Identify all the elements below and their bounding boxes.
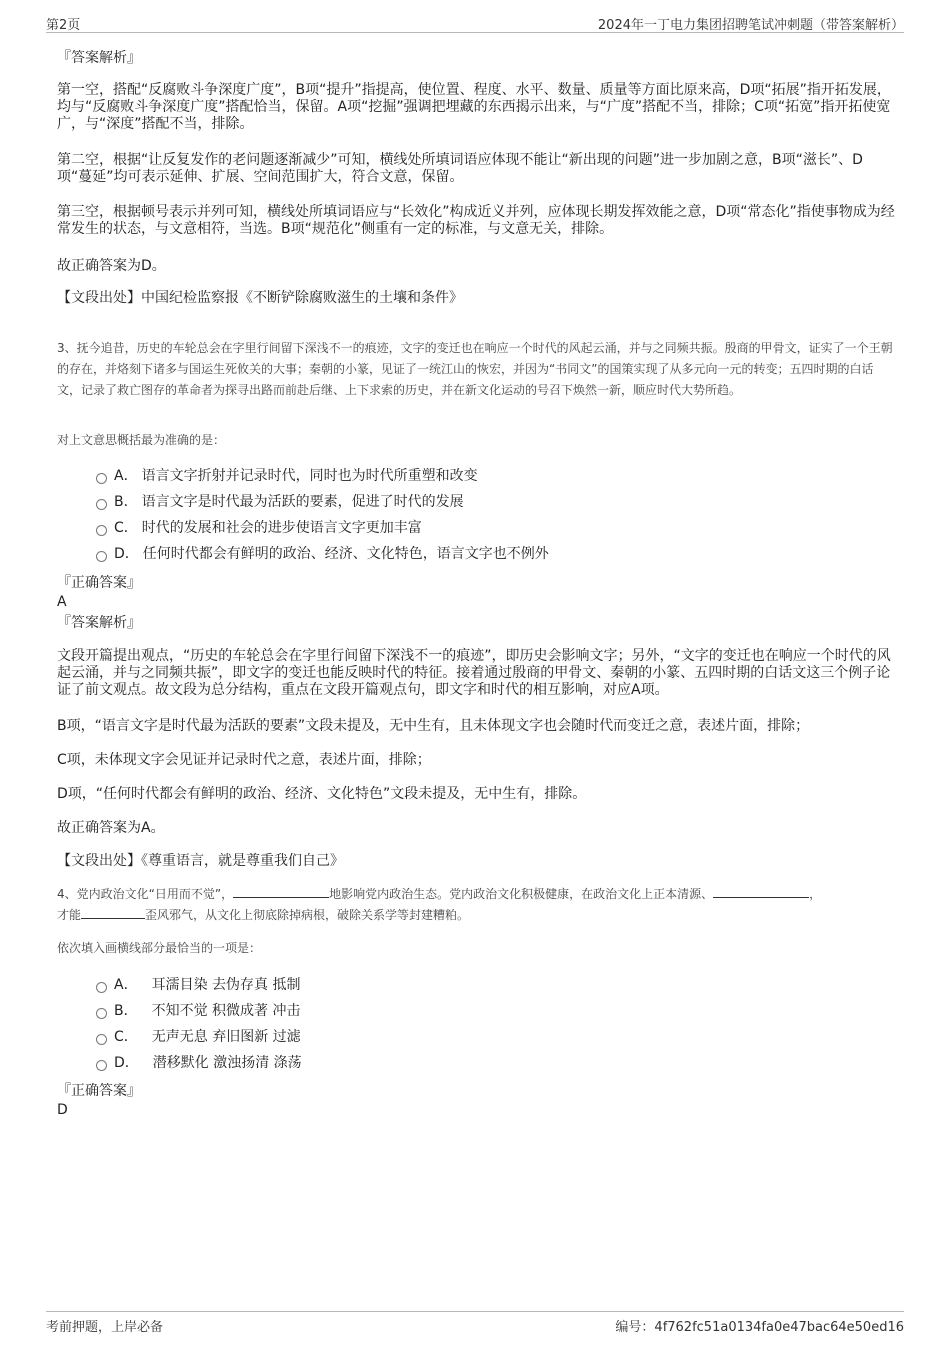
- option-key: C．: [114, 1029, 138, 1045]
- q2-source: 【文段出处】中国纪检监察报《不断铲除腐败滋生的土壤和条件》: [57, 290, 463, 306]
- q4-question: 依次填入画横线部分最恰当的一项是：: [57, 941, 262, 955]
- radio-icon[interactable]: [96, 499, 107, 510]
- option-key: C．: [114, 520, 138, 536]
- q4-option-d[interactable]: [96, 1055, 302, 1072]
- q2-conclusion: 故正确答案为D。: [57, 258, 166, 274]
- option-key: B．: [114, 1003, 138, 1019]
- q3-analysis-paragraph: B项，“语言文字是时代最为活跃的要素”文段未提及，无中生有，且未体现文字也会随时代而变迁之意，表述片面，排除；: [57, 718, 810, 734]
- radio-icon[interactable]: [96, 473, 107, 484]
- fill-blank: [233, 885, 329, 898]
- q3-analysis-paragraph: 文段开篇提出观点，“历史的车轮总会在字里行间留下深浅不一的痕迹”，即历史会影响文字；另外，“文字的变迁也在响应一个时代的风起云涌，并与之同频共振”，即文字的变迁也能反映时代的特征。接着通过殷商的甲骨文、秦朝的小篆、五四时期的白话文这三个例子论证了前文观点。故文段为总分结构，重点在文段开篇观点句，即文字和时代的相互影响，对应A项。: [57, 648, 891, 698]
- option-text: 时代的发展和社会的进步使语言文字更加丰富: [141, 520, 422, 536]
- option-text: 潜移默化 激浊扬清 涤荡: [152, 1055, 302, 1071]
- page-footer: [46, 1311, 904, 1335]
- q2-analysis-label: 『答案解析』: [57, 50, 141, 66]
- fill-blank: [81, 906, 145, 919]
- page-header: [46, 14, 904, 33]
- q3-option-b[interactable]: [96, 494, 464, 511]
- q4-stem-part: 歪风邪气，从文化上彻底除掉病根，破除关系学等封建糟粕。: [145, 908, 470, 922]
- radio-icon[interactable]: [96, 551, 107, 562]
- q4-stem-part: 4、党内政治文化“日用而不觉”，: [57, 887, 234, 901]
- q2-analysis-paragraph: 第一空，搭配“反腐败斗争深度广度”，B项“提升”指提高，使位置、程度、水平、数量、质量等方面比原来高，D项“拓展”指开拓发展，均与“反腐败斗争深度广度”搭配恰当，保留。A项“挖掘”强调把埋藏的东西揭示出来，与“广度”搭配不当，排除；C项“拓宽”指开拓使宽广，与“深度”搭配不当，排除。: [57, 82, 891, 132]
- q2-analysis-paragraph: 第三空，根据顿号表示并列可知，横线处所填词语应与“长效化”构成近义并列，应体现长期发挥效能之意，D项“常态化”指使事物成为经常发生的状态，与文意相符，当选。B项“规范化”侧重有一定的标准，与文意无关，排除。: [57, 204, 895, 237]
- q4-stem: [57, 884, 897, 926]
- option-key: D．: [114, 546, 139, 562]
- document-id: 编号：4f762fc51a0134fa0e47bac64e50ed16: [615, 1320, 904, 1335]
- q3-stem: 3、抚今追昔，历史的车轮总会在字里行间留下深浅不一的痕迹，文字的变迁也在响应一个时代的风起云涌，并与之同频共振。殷商的甲骨文，证实了一个王朝的存在，并烙刻下诸多与国运生死攸关的大事；秦朝的小篆，见证了一统江山的恢宏，并因为“书同文”的国策实现了从多元向一元的转变；五四时期的白话文，记录了救亡图存的革命者为探寻出路而前赴后继、上下求索的历史，并在新文化运动的号召下焕然一新，顺应时代大势所趋。: [57, 341, 893, 397]
- q4-option-b[interactable]: [96, 1003, 301, 1020]
- q4-option-c[interactable]: [96, 1029, 301, 1046]
- option-text: 语言文字折射并记录时代，同时也为时代所重塑和改变: [141, 468, 478, 484]
- q3-option-d[interactable]: [96, 546, 549, 563]
- q3-source: 【文段出处】《尊重语言，就是尊重我们自己》: [57, 853, 344, 869]
- q3-analysis-paragraph: C项，未体现文字会见证并记录时代之意，表述片面，排除；: [57, 752, 431, 768]
- q4-answer-label: 『正确答案』: [57, 1083, 141, 1099]
- option-key: A．: [114, 468, 138, 484]
- q3-answer-label: 『正确答案』: [57, 575, 141, 591]
- radio-icon[interactable]: [96, 1034, 107, 1045]
- q4-stem-part: 才能: [57, 908, 82, 922]
- q3-question: 对上文意思概括最为准确的是：: [57, 433, 226, 447]
- q4-stem-part: 地影响党内政治生态。党内政治文化积极健康，在政治文化上正本清源、: [329, 887, 714, 901]
- q4-option-a[interactable]: [96, 977, 300, 994]
- q2-analysis-paragraph: 第二空，根据“让反复发作的老问题逐渐减少”可知，横线处所填词语应体现不能让“新出现的问题”进一步加剧之意，B项“滋长”、D项“蔓延”均可表示延伸、扩展、空间范围扩大，符合文意，保留。: [57, 152, 863, 185]
- fill-blank: [713, 885, 809, 898]
- radio-icon[interactable]: [96, 525, 107, 536]
- q3-analysis-label: 『答案解析』: [57, 615, 141, 631]
- q3-option-a[interactable]: [96, 468, 478, 485]
- q4-answer: D: [57, 1102, 68, 1118]
- radio-icon[interactable]: [96, 982, 107, 993]
- page-number: 第2页: [46, 18, 81, 33]
- q3-conclusion: 故正确答案为A。: [57, 820, 165, 836]
- q3-answer: A: [57, 594, 67, 610]
- option-text: 任何时代都会有鲜明的政治、经济、文化特色，语言文字也不例外: [142, 546, 549, 562]
- radio-icon[interactable]: [96, 1060, 107, 1071]
- option-key: B．: [114, 494, 138, 510]
- q3-analysis-paragraph: D项，“任何时代都会有鲜明的政治、经济、文化特色”文段未提及，无中生有，排除。: [57, 786, 587, 802]
- radio-icon[interactable]: [96, 1008, 107, 1019]
- footer-slogan: 考前押题，上岸必备: [46, 1320, 164, 1335]
- option-key: A．: [114, 977, 138, 993]
- option-text: 不知不觉 积微成著 冲击: [151, 1003, 301, 1019]
- option-text: 无声无息 弃旧图新 过滤: [151, 1029, 301, 1045]
- q4-stem-part: ，: [809, 887, 822, 901]
- option-text: 耳濡目染 去伪存真 抵制: [151, 977, 301, 993]
- option-key: D．: [114, 1055, 139, 1071]
- document-title: 2024年一丁电力集团招聘笔试冲刺题（带答案解析）: [597, 18, 904, 33]
- option-text: 语言文字是时代最为活跃的要素，促进了时代的发展: [141, 494, 464, 510]
- q3-option-c[interactable]: [96, 520, 422, 537]
